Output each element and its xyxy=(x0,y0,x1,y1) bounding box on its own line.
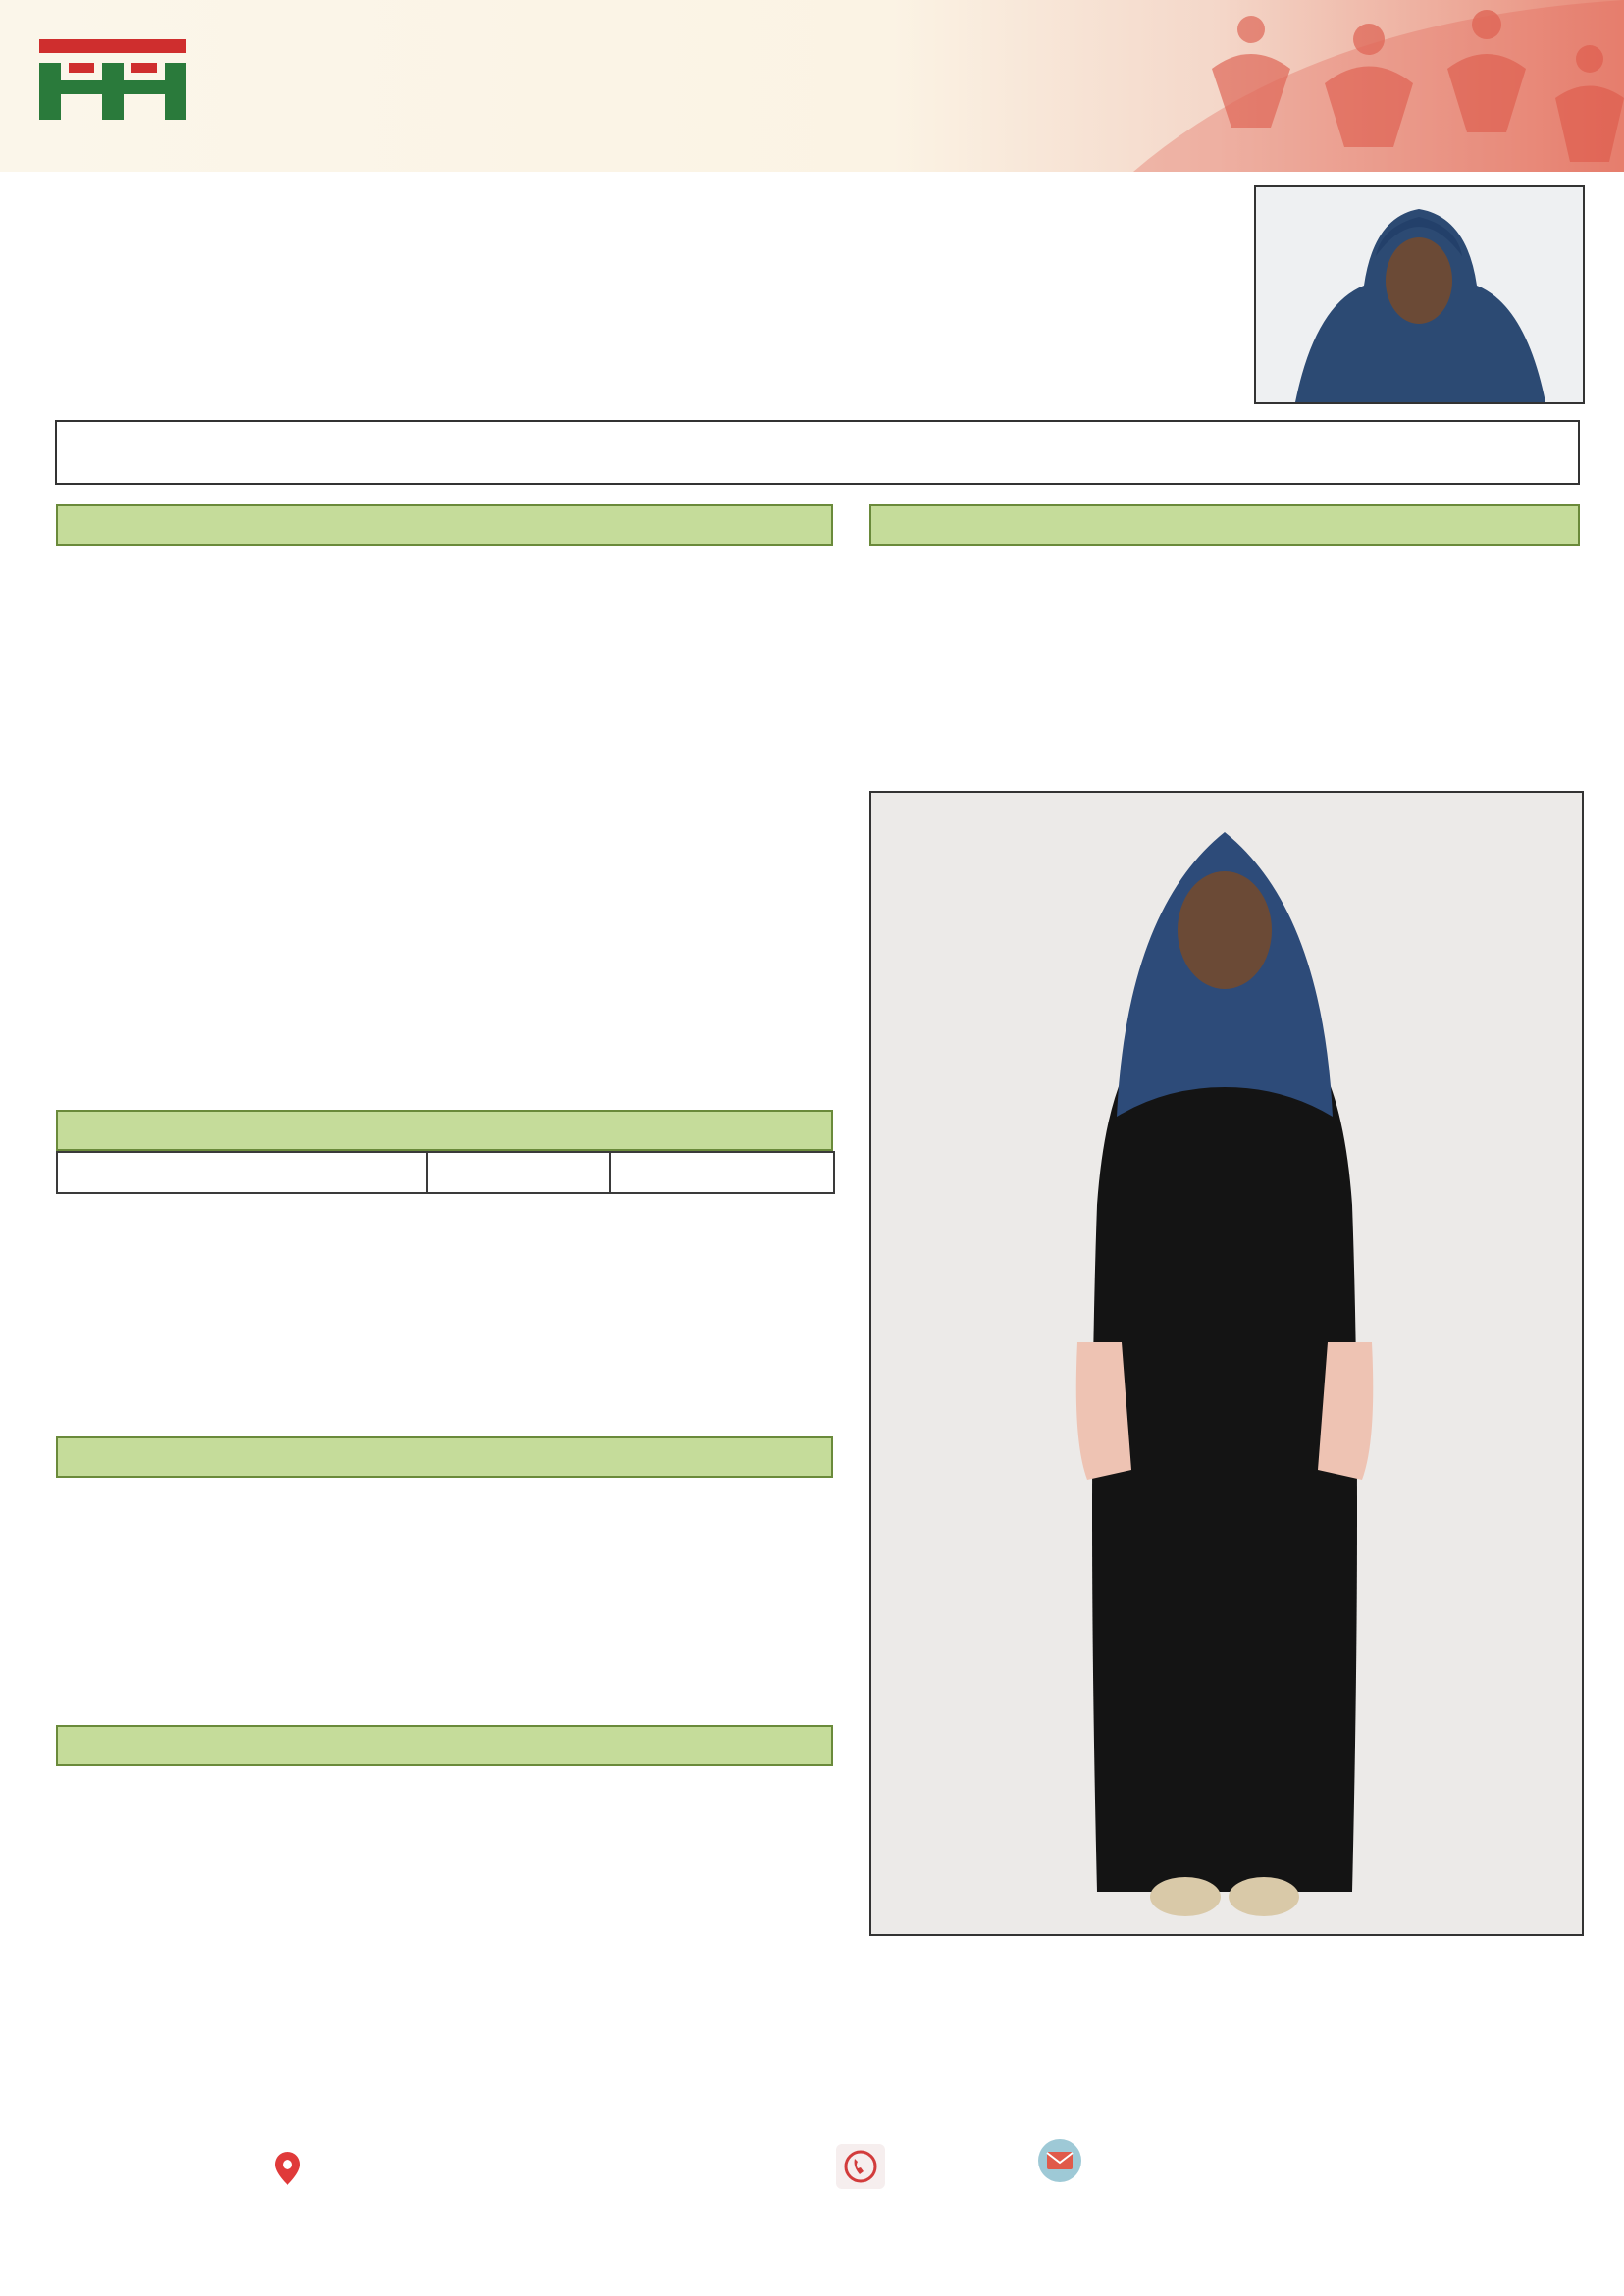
language-section-header xyxy=(56,1110,833,1151)
full-body-photo xyxy=(869,791,1584,1936)
passport-section-header xyxy=(869,504,1580,546)
english-column-header xyxy=(57,1152,427,1193)
experience-section-header xyxy=(56,1436,833,1478)
email-icon xyxy=(1035,2136,1084,2185)
arabic-column-header xyxy=(427,1152,610,1193)
phone-icon xyxy=(836,2144,885,2189)
location-pin-icon xyxy=(275,2152,300,2185)
language-table xyxy=(56,1151,835,1194)
previous-employment-section-header xyxy=(56,1725,833,1766)
letterhead xyxy=(0,0,1624,172)
footer xyxy=(0,2144,1624,2203)
wanasah-logo-icon xyxy=(39,39,186,120)
portrait-photo xyxy=(1254,185,1585,404)
full-name-box xyxy=(55,420,1580,485)
decorative-figures-graphic xyxy=(1016,0,1624,172)
application-section-header xyxy=(56,504,833,546)
language-header-row xyxy=(57,1152,834,1193)
arabic-column-header-arabic xyxy=(610,1152,834,1193)
